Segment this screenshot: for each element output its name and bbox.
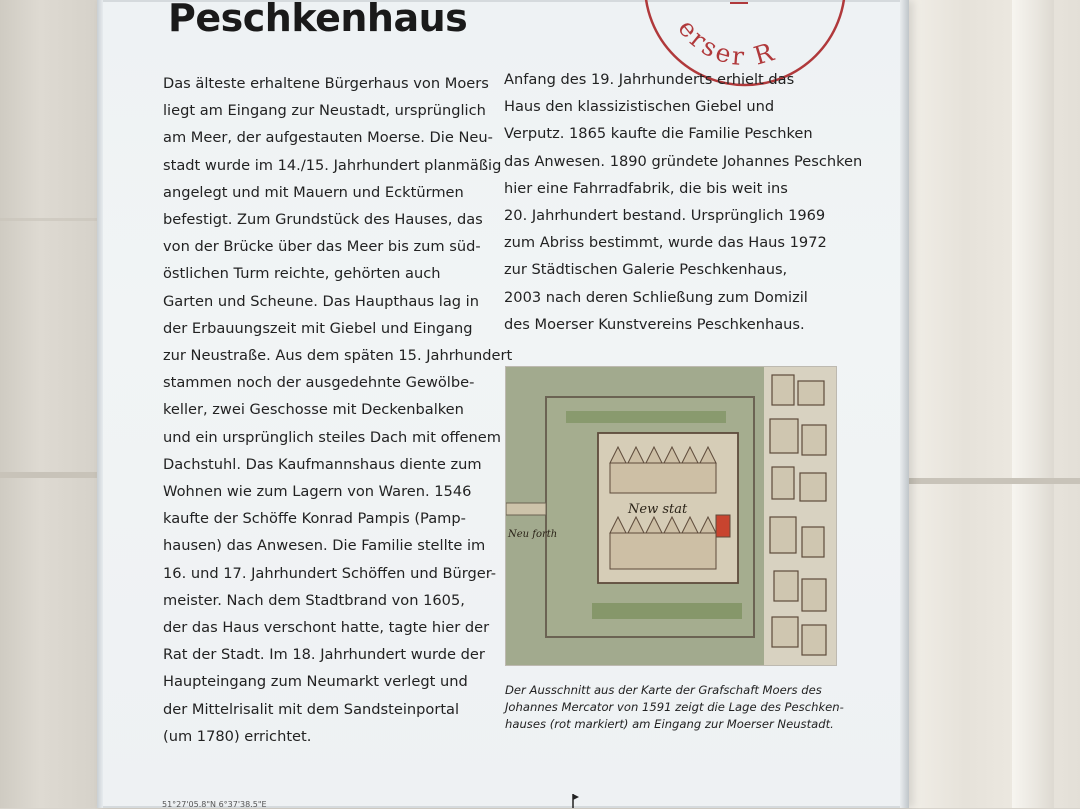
body-text-line: der Mittelrisalit mit dem Sandsteinportal: [163, 700, 460, 718]
location-marker-icon: [568, 791, 580, 808]
body-text-line: liegt am Eingang zur Neustadt, ursprünglich: [163, 102, 486, 120]
body-text-line: Wohnen wie zum Lagern von Waren. 1546: [163, 483, 472, 501]
body-text-line: meister. Nach dem Stadtbrand von 1605,: [163, 591, 465, 609]
body-text-line: Anfang des 19. Jahrhunderts erhielt das: [504, 71, 795, 88]
plate-edge: [97, 0, 103, 808]
body-text-line: des Moerser Kunstvereins Peschkenhaus.: [504, 315, 805, 333]
body-text-line: östlichen Turm reichte, gehörten auch: [163, 265, 441, 283]
logo-text: erser R: [672, 13, 780, 72]
coordinates-text: 51°27'05.8"N 6°37'38.5"E: [162, 800, 267, 809]
body-text-line: 16. und 17. Jahrhundert Schöffen und Bürger-: [163, 564, 497, 582]
text-column-left: [163, 70, 512, 750]
map-caption: [505, 682, 844, 733]
map-label-center: New stat: [628, 502, 688, 517]
caption-line: Johannes Mercator von 1591 zeigt die Lage des Peschken-: [505, 700, 844, 714]
body-text-line: keller, zwei Geschosse mit Deckenbalken: [163, 401, 464, 419]
body-text-line: und ein ursprünglich steiles Dach mit offenem: [163, 428, 501, 446]
text-column-right: [504, 66, 862, 338]
map-label-left: Neu forth: [508, 529, 558, 540]
body-text-line: Das älteste erhaltene Bürgerhaus von Moers: [163, 75, 489, 92]
body-text-line: stadt wurde im 14./15. Jahrhundert planmäßig: [163, 156, 502, 174]
body-text-line: Rat der Stadt. Im 18. Jahrhundert wurde der: [163, 646, 485, 664]
body-text-line: Dachstuhl. Das Kaufmannshaus diente zum: [163, 455, 482, 473]
body-text-line: zur Neustraße. Aus dem späten 15. Jahrhundert: [163, 347, 513, 365]
caption-line: hauses (rot markiert) am Eingang zur Moerser Neustadt.: [505, 717, 834, 731]
body-text-line: Haupteingang zum Neumarkt verlegt und: [163, 673, 468, 691]
historic-map-excerpt: [505, 366, 837, 666]
wall-joint: [0, 218, 97, 221]
wall-joint: [905, 478, 1080, 484]
body-text-line: hier eine Fahrradfabrik, die bis weit ins: [504, 179, 788, 197]
body-text-line: 2003 nach deren Schließung zum Domizil: [504, 288, 808, 306]
body-text-line: der das Haus verschont hatte, tagte hier der: [163, 619, 490, 637]
wall-joint: [0, 472, 97, 478]
body-text-line: 20. Jahrhundert bestand. Ursprünglich 1969: [504, 207, 826, 225]
wall-pilaster: [1012, 0, 1054, 808]
body-text-line: der Erbauungszeit mit Giebel und Eingang: [163, 319, 473, 337]
body-text-line: stammen noch der ausgedehnte Gewölbe-: [163, 374, 475, 392]
body-text-line: zum Abriss bestimmt, wurde das Haus 1972: [504, 234, 827, 252]
body-text-line: Garten und Scheune. Das Haupthaus lag in: [163, 292, 479, 310]
body-text-line: hausen) das Anwesen. Die Familie stellte im: [163, 537, 486, 555]
body-text-line: Verputz. 1865 kaufte die Familie Peschken: [504, 125, 813, 143]
sign-title: Peschkenhaus: [168, 0, 468, 40]
body-text-line: am Meer, der aufgestauten Moerse. Die Neu-: [163, 129, 493, 147]
body-text-line: angelegt und mit Mauern und Ecktürmen: [163, 183, 464, 201]
plate-edge: [900, 0, 909, 808]
body-text-line: Haus den klassizistischen Giebel und: [504, 98, 775, 116]
svg-text:erser R: [672, 14, 779, 72]
body-text-line: zur Städtischen Galerie Peschkenhaus,: [504, 261, 788, 279]
body-text-line: (um 1780) errichtet.: [163, 727, 312, 745]
body-text-line: befestigt. Zum Grundstück des Hauses, das: [163, 211, 483, 229]
body-text-line: das Anwesen. 1890 gründete Johannes Peschken: [504, 152, 863, 170]
body-text-line: kaufte der Schöffe Konrad Pampis (Pamp-: [163, 510, 466, 528]
body-text-line: von der Brücke über das Meer bis zum süd-: [163, 238, 481, 256]
caption-line: Der Ausschnitt aus der Karte der Grafschaft Moers des: [505, 683, 822, 697]
